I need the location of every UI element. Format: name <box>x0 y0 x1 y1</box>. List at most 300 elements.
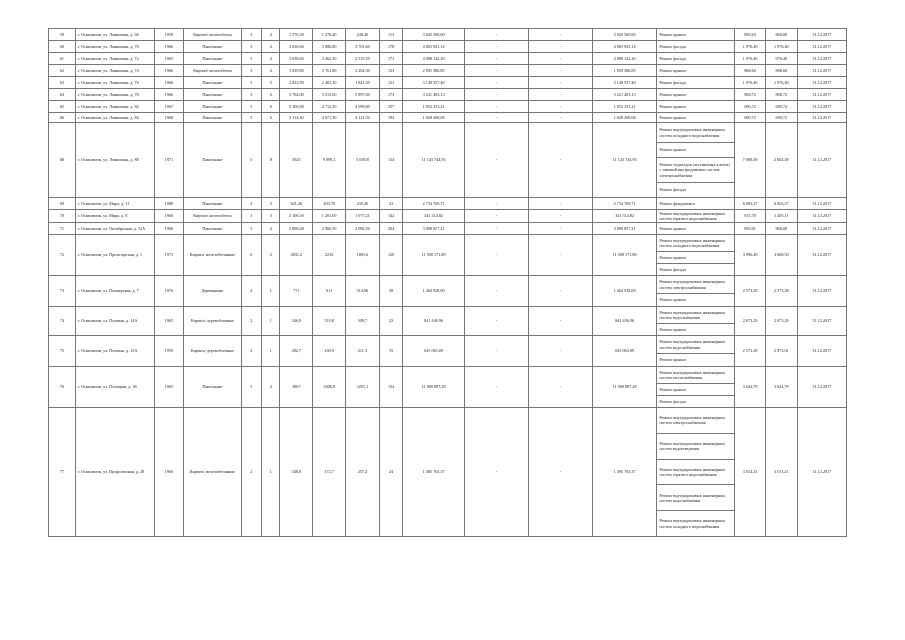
area-total-cell: 3 764,00 <box>280 89 313 101</box>
wall-material-cell: Кирпич/ железобетон <box>184 210 241 223</box>
table-row <box>49 123 847 198</box>
area-living-cell: 1 276,40 <box>313 29 346 41</box>
floors-cell: 2 <box>241 336 261 367</box>
works-cell <box>657 223 735 235</box>
deadline-cell: 31.12.2017 <box>797 77 846 89</box>
table-row <box>49 65 847 77</box>
work-item: Ремонт крыши <box>657 143 734 158</box>
fund-2-cell: - <box>529 336 593 367</box>
area-total-cell: 348,0 <box>280 408 313 537</box>
area-total-cell: 4031,2 <box>280 235 313 276</box>
wall-material-cell: Кирпич/ железобетонные <box>184 408 241 537</box>
fund-1-cell: - <box>464 336 529 367</box>
address-cell: г. Осиповичи, ул. Ленинская, д. 84 <box>75 113 154 123</box>
works-cell <box>657 210 735 223</box>
cost-cell: 4 065 941,14 <box>403 41 464 53</box>
build-year-cell: 1966 <box>154 223 184 235</box>
floors-cell: 5 <box>241 123 261 198</box>
max-cost-cell: 1 976,40 <box>765 77 797 89</box>
address-cell: г. Осиповичи, ул. Ленинская, д. 78 <box>75 89 154 101</box>
area-living-cell: 611 <box>313 276 346 307</box>
row-number-cell: 72 <box>49 235 76 276</box>
residents-cell: 204 <box>379 223 403 235</box>
works-cell <box>657 235 735 276</box>
build-year-cell: 1959 <box>154 29 184 41</box>
table-row <box>49 307 847 336</box>
row-number-cell: 66 <box>49 113 76 123</box>
area-living-cell: 4 671,30 <box>313 113 346 123</box>
area-living-cell: 2 966,50 <box>313 223 346 235</box>
total-cell: 11 143 744,93 <box>592 123 657 198</box>
total-cell: 4 065 941,14 <box>592 41 657 53</box>
row-number-cell: 61 <box>49 53 76 65</box>
floors-cell: 2 <box>241 307 261 336</box>
cost-cell: 11 143 744,93 <box>403 123 464 198</box>
work-item: Ремонт внутридомовых инженерных систем холодного водоснабжения <box>659 518 726 529</box>
residents-cell: 24 <box>379 408 403 537</box>
wall-material-cell: Панельные <box>184 113 241 123</box>
floors-cell: 2 <box>241 276 261 307</box>
work-item: Ремонт крыши <box>659 326 686 332</box>
area-common-cell: 235,40 <box>346 198 380 210</box>
area-total-cell: 3923 <box>280 123 313 198</box>
deadline-cell: 31.12.2017 <box>797 101 846 113</box>
table-row <box>49 210 847 223</box>
total-cell: 1 464 928,00 <box>592 276 657 307</box>
area-total-cell: 5 100,00 <box>280 101 313 113</box>
work-item: Ремонт внутридомовых инженерных систем теплоснабжения <box>657 367 734 384</box>
total-cell: 341 314,82 <box>592 210 657 223</box>
cost-cell: 3 098 857,21 <box>403 223 464 235</box>
entrances-cell: 1 <box>262 408 280 537</box>
max-cost-cell: 3 608,50 <box>765 235 797 276</box>
address-cell: г. Осиповичи, ул. Пионерская, д. 7 <box>75 276 154 307</box>
fund-2-cell: - <box>529 41 593 53</box>
address-cell: г. Осиповичи, ул. Ленинская, д. 82 <box>75 101 154 113</box>
build-year-cell: 1966 <box>154 65 184 77</box>
fund-1-cell: - <box>464 41 529 53</box>
deadline-cell: 31.12.2017 <box>797 307 846 336</box>
area-total-cell: 771 <box>280 276 313 307</box>
cost-cell: 2 095 386,85 <box>403 65 464 77</box>
works-cell <box>657 101 735 113</box>
works-cell <box>657 53 735 65</box>
entrances-cell: 3 <box>262 210 280 223</box>
deadline-cell: 31.12.2017 <box>797 89 846 101</box>
deadline-cell: 31.12.2017 <box>797 41 846 53</box>
deadline-cell: 31.12.2017 <box>797 210 846 223</box>
total-cell: 3 221 403,13 <box>592 89 657 101</box>
floors-cell: 2 <box>241 198 261 210</box>
residents-cell: 192 <box>379 113 403 123</box>
area-living-cell: 3408,8 <box>313 367 346 408</box>
max-cost-cell: 690,72 <box>765 113 797 123</box>
specific-cost-cell: 850,61 <box>735 223 766 235</box>
area-living-cell: 230,9 <box>313 336 346 367</box>
row-number-cell: 64 <box>49 89 76 101</box>
area-living-cell: 1 201,00 <box>313 210 346 223</box>
area-total-cell: 3 636,60 <box>280 41 313 53</box>
cost-cell: 3 221 403,13 <box>403 89 464 101</box>
row-number-cell: 68 <box>49 123 76 198</box>
entrances-cell: 4 <box>262 29 280 41</box>
residents-cell: 178 <box>379 41 403 53</box>
work-item: Ремонт крыши <box>659 91 686 97</box>
residents-cell: 28 <box>379 276 403 307</box>
specific-cost-cell: 7 000,49 <box>735 123 766 198</box>
work-item: Ремонт фасада <box>659 398 686 404</box>
specific-cost-cell: 868,60 <box>735 65 766 77</box>
row-number-cell: 63 <box>49 77 76 89</box>
row-number-cell: 76 <box>49 367 76 408</box>
total-cell: 1 839 386,85 <box>592 65 657 77</box>
deadline-cell: 31.12.2017 <box>797 123 846 198</box>
cost-cell: 11 900 887,28 <box>403 367 464 408</box>
total-cell: 1 028 268,06 <box>592 113 657 123</box>
floors-cell: 2 <box>241 408 261 537</box>
residents-cell: 133 <box>379 65 403 77</box>
area-living-cell: 3 086,80 <box>313 41 346 53</box>
entrances-cell: 6 <box>262 113 280 123</box>
fund-2-cell: - <box>529 123 593 198</box>
address-cell: г. Осиповичи, ул. Ленинская, д. 70 <box>75 41 154 53</box>
specific-cost-cell: 815,70 <box>735 210 766 223</box>
area-common-cell: 257,4 <box>346 408 380 537</box>
residents-cell: 121 <box>379 77 403 89</box>
work-item: Ремонт внутридомовых инженерных систем электроснабжения <box>657 276 734 294</box>
work-item: Ремонт внутридомовых инженерных систем горячего водоснабжения <box>659 211 726 222</box>
specific-cost-cell: 3 644,79 <box>735 367 766 408</box>
deadline-cell: 31.12.2017 <box>797 29 846 41</box>
fund-1-cell: - <box>464 65 529 77</box>
specific-cost-cell: 6 065,27 <box>735 198 766 210</box>
row-number-cell: 75 <box>49 336 76 367</box>
entrances-cell: 1 <box>262 336 280 367</box>
address-cell: г. Осиповичи, ул. Ленинская, д. 66 <box>75 29 154 41</box>
total-cell: 2 734 769,71 <box>592 198 657 210</box>
table-row <box>49 408 847 537</box>
entrances-cell: 2 <box>262 235 280 276</box>
address-cell: г. Осиповичи, ул. Ленинская, д. 72 <box>75 53 154 65</box>
cost-cell: 1 485 763,37 <box>403 408 464 537</box>
row-number-cell: 69 <box>49 198 76 210</box>
table-row <box>49 89 847 101</box>
area-total-cell: 3807 <box>280 367 313 408</box>
specific-cost-cell: 1 976,40 <box>735 77 766 89</box>
wall-material-cell: Кирпич/ деревоблочные <box>184 336 241 367</box>
floors-cell: 5 <box>241 113 261 123</box>
entrances-cell: 4 <box>262 53 280 65</box>
build-year-cell: 1960 <box>154 408 184 537</box>
entrances-cell: 8 <box>262 123 280 198</box>
area-living-cell: 3 462,50 <box>313 53 346 65</box>
build-year-cell: 1965 <box>154 367 184 408</box>
floors-cell: 5 <box>241 77 261 89</box>
cost-cell: 3 148 557,40 <box>403 77 464 89</box>
build-year-cell: 1966 <box>154 89 184 101</box>
residents-cell: 113 <box>379 29 403 41</box>
fund-1-cell: - <box>464 307 529 336</box>
work-item: Ремонт фасада <box>659 266 686 272</box>
residents-cell: 23 <box>379 307 403 336</box>
table-row <box>49 276 847 307</box>
table-row <box>49 336 847 367</box>
area-living-cell: 310,8 <box>313 307 346 336</box>
works-cell <box>657 307 735 336</box>
max-cost-cell: 868,72 <box>765 89 797 101</box>
works-cell <box>657 77 735 89</box>
area-living-cell: 172,7 <box>313 408 346 537</box>
work-item: Ремонт крыши <box>659 31 686 37</box>
area-total-cell: 346,8 <box>280 307 313 336</box>
residents-cell: 120 <box>379 235 403 276</box>
entrances-cell: 1 <box>262 276 280 307</box>
build-year-cell: 1967 <box>154 101 184 113</box>
area-living-cell: 493,70 <box>313 198 346 210</box>
area-common-cell: 1 077,21 <box>346 210 380 223</box>
floors-cell: 5 <box>241 367 261 408</box>
area-total-cell: 3 638,60 <box>280 53 313 65</box>
fund-1-cell: - <box>464 276 529 307</box>
deadline-cell: 31.12.2017 <box>797 53 846 65</box>
work-item: Ремонт крыши <box>657 252 734 264</box>
specific-cost-cell: 3 014,23 <box>735 408 766 537</box>
entrances-cell: 4 <box>262 367 280 408</box>
fund-2-cell: - <box>529 276 593 307</box>
fund-1-cell: - <box>464 408 529 537</box>
build-year-cell: 1976 <box>154 276 184 307</box>
area-living-cell: 9 099,2 <box>313 123 346 198</box>
fund-2-cell: - <box>529 101 593 113</box>
table-row <box>49 101 847 113</box>
row-number-cell: 70 <box>49 210 76 223</box>
fund-2-cell: - <box>529 210 593 223</box>
entrances-cell: 5 <box>262 77 280 89</box>
wall-material-cell: Панельные <box>184 198 241 210</box>
work-item: Ремонт фасада <box>659 79 686 85</box>
row-number-cell: 65 <box>49 101 76 113</box>
area-common-cell: 4 099,80 <box>346 101 380 113</box>
address-cell: г. Осиповичи, ул. Полевая, д. 15А <box>75 336 154 367</box>
work-item: Ремонт внутридомовых инженерных систем холодного водоснабжения <box>657 123 734 143</box>
row-number-cell: 62 <box>49 65 76 77</box>
specific-cost-cell: 690,72 <box>735 101 766 113</box>
fund-1-cell: - <box>464 77 529 89</box>
max-cost-cell: 3 644,79 <box>765 367 797 408</box>
specific-cost-cell: 3 996,40 <box>735 235 766 276</box>
fund-1-cell: - <box>464 198 529 210</box>
area-living-cell: 2 481,30 <box>313 77 346 89</box>
fund-2-cell: - <box>529 198 593 210</box>
work-item: Ремонт внутридомовых инженерных систем электроснабжения <box>657 408 734 434</box>
total-cell: 3 045 560,60 <box>592 29 657 41</box>
floors-cell: 5 <box>241 101 261 113</box>
entrances-cell: 6 <box>262 89 280 101</box>
address-cell: г. Осиповичи, ул. Ленинская, д. 76 <box>75 77 154 89</box>
cost-cell: 1 028 268,06 <box>403 113 464 123</box>
work-item: Ремонт крыши <box>659 225 686 231</box>
cost-cell: 2 734 769,71 <box>403 198 464 210</box>
area-living-cell: 4 712,50 <box>313 101 346 113</box>
residents-cell: 142 <box>379 210 403 223</box>
work-item: Ремонт внутридомовых инженерных систем горячего водоснабжения <box>657 460 734 486</box>
area-common-cell: 3291,1 <box>346 367 380 408</box>
area-common-cell: 211,3 <box>346 336 380 367</box>
wall-material-cell: Панельные <box>184 89 241 101</box>
table-row <box>49 41 847 53</box>
fund-2-cell: - <box>529 77 593 89</box>
entrances-cell: 4 <box>262 65 280 77</box>
specific-cost-cell: 2 573,28 <box>735 336 766 367</box>
wall-material-cell: Панельные <box>184 367 241 408</box>
table-row <box>49 235 847 276</box>
floors-cell: 3 <box>241 29 261 41</box>
wall-material-cell: Панельные <box>184 101 241 113</box>
table-row <box>49 53 847 65</box>
build-year-cell: 1965 <box>154 307 184 336</box>
max-cost-cell: 2 873,01 <box>765 336 797 367</box>
max-cost-cell: 860,00 <box>765 223 797 235</box>
residents-cell: 134 <box>379 123 403 198</box>
max-cost-cell: 2 602,49 <box>765 123 797 198</box>
wall-material-cell: Панельные <box>184 77 241 89</box>
floors-cell: 3 <box>241 210 261 223</box>
row-number-cell: 59 <box>49 29 76 41</box>
fund-1-cell: - <box>464 53 529 65</box>
fund-2-cell: - <box>529 53 593 65</box>
row-number-cell: 60 <box>49 41 76 53</box>
row-number-cell: 73 <box>49 276 76 307</box>
floors-cell: 5 <box>241 53 261 65</box>
address-cell: г. Осиповичи, ул. Профсоюзная, д. 28 <box>75 408 154 537</box>
build-year-cell: 1960 <box>154 210 184 223</box>
specific-cost-cell: 2 673,29 <box>735 307 766 336</box>
max-cost-cell: 976,40 <box>765 53 797 65</box>
total-cell: 11 508 171,80 <box>592 235 657 276</box>
works-cell <box>657 113 735 123</box>
fund-2-cell: - <box>529 113 593 123</box>
area-common-cell: 309,7 <box>346 307 380 336</box>
work-item: Ремонт подъездов (лестничных клеток) с заменой внутридомовых систем электроснабжения <box>657 158 734 183</box>
address-cell: г. Осиповичи, ул. Ленинская, д. 88 <box>75 123 154 198</box>
build-year-cell: 1959 <box>154 336 184 367</box>
cost-cell: 1 052 253,21 <box>403 101 464 113</box>
area-total-cell: 2 822,90 <box>280 77 313 89</box>
fund-2-cell: - <box>529 29 593 41</box>
fund-1-cell: - <box>464 210 529 223</box>
document-page <box>48 28 847 537</box>
works-cell <box>657 276 735 307</box>
work-item: Ремонт крыши <box>659 297 686 303</box>
area-common-cell: 2 082,56 <box>346 223 380 235</box>
fund-2-cell: - <box>529 65 593 77</box>
entrances-cell: 1 <box>262 307 280 336</box>
residents-cell: 173 <box>379 89 403 101</box>
cost-cell: 1 464 928,00 <box>403 276 464 307</box>
work-item: Ремонт крыши <box>659 67 686 73</box>
area-total-cell: 1 576,30 <box>280 29 313 41</box>
entrances-cell: 6 <box>262 101 280 113</box>
max-cost-cell: 3 011,21 <box>765 408 797 537</box>
wall-material-cell: Кирпич/ железобетон <box>184 65 241 77</box>
fund-1-cell: - <box>464 29 529 41</box>
entrances-cell: 4 <box>262 41 280 53</box>
total-cell: 4 088 142,20 <box>592 53 657 65</box>
deadline-cell: 31.12.2017 <box>797 235 846 276</box>
max-cost-cell: 868,60 <box>765 65 797 77</box>
total-cell: 645 063,09 <box>592 336 657 367</box>
total-cell: 841 436,96 <box>592 307 657 336</box>
fund-2-cell: - <box>529 307 593 336</box>
works-cell <box>657 198 735 210</box>
wall-material-cell: Кирпич/ деревоблочные <box>184 307 241 336</box>
area-living-cell: 2216 <box>313 235 346 276</box>
work-item: Ремонт крыши <box>659 103 686 109</box>
address-cell: г. Осиповичи, ул. Потоцкая, д. 38 <box>75 367 154 408</box>
fund-2-cell: - <box>529 367 593 408</box>
fund-1-cell: - <box>464 223 529 235</box>
deadline-cell: 31.12.2017 <box>797 367 846 408</box>
cost-cell: 4 088 142,20 <box>403 53 464 65</box>
build-year-cell: 1968 <box>154 113 184 123</box>
area-common-cell: 1 841,30 <box>346 77 380 89</box>
specific-cost-cell: 1 976,40 <box>735 53 766 65</box>
fund-2-cell: - <box>529 223 593 235</box>
cost-cell: 841 436,96 <box>403 307 464 336</box>
deadline-cell: 31.12.2017 <box>797 198 846 210</box>
repair-program-table <box>48 28 847 537</box>
table-row <box>49 223 847 235</box>
specific-cost-cell: 1 976,40 <box>735 41 766 53</box>
row-number-cell: 74 <box>49 307 76 336</box>
build-year-cell: 1973 <box>154 235 184 276</box>
work-item: Ремонт крыши <box>659 357 686 363</box>
address-cell: г. Осиповичи, ул. Мира, д. 11 <box>75 198 154 210</box>
specific-cost-cell: 850,63 <box>735 29 766 41</box>
fund-1-cell: - <box>464 113 529 123</box>
floors-cell: 5 <box>241 223 261 235</box>
deadline-cell: 31.12.2017 <box>797 408 846 537</box>
works-cell <box>657 336 735 367</box>
fund-2-cell: - <box>529 235 593 276</box>
total-cell: 1 052 253,21 <box>592 101 657 113</box>
work-item: Ремонт крыши <box>659 114 686 120</box>
wall-material-cell: Панельные <box>184 53 241 65</box>
area-total-cell: 5 114,30 <box>280 113 313 123</box>
area-total-cell: 621,26 <box>280 198 313 210</box>
total-cell: 3 098 857,21 <box>592 223 657 235</box>
max-cost-cell: 6 065,27 <box>765 198 797 210</box>
address-cell: г. Осиповичи, ул. Октябрьская, д. 12А <box>75 223 154 235</box>
floors-cell: 5 <box>241 89 261 101</box>
deadline-cell: 31.12.2017 <box>797 276 846 307</box>
works-cell <box>657 41 735 53</box>
work-item: Ремонт фасада <box>659 55 686 61</box>
build-year-cell: 1965 <box>154 53 184 65</box>
table-row <box>49 198 847 210</box>
cost-cell: 341 314,82 <box>403 210 464 223</box>
work-item: Ремонт внутридомовых инженерных систем водоснабжения <box>657 485 734 511</box>
max-cost-cell: 690,72 <box>765 101 797 113</box>
area-common-cell: 514,96 <box>346 276 380 307</box>
work-item: Ремонт внутридомовых инженерных систем водоснабжения <box>657 336 734 354</box>
fund-2-cell: - <box>529 408 593 537</box>
address-cell: г. Осиповичи, ул. Пролетарская, д. 1 <box>75 235 154 276</box>
wall-material-cell: Панельные <box>184 123 241 198</box>
work-item: Ремонт внутридомовых инженерных систем водоотведения <box>657 434 734 460</box>
max-cost-cell: 2 573,28 <box>765 276 797 307</box>
table-row <box>49 29 847 41</box>
